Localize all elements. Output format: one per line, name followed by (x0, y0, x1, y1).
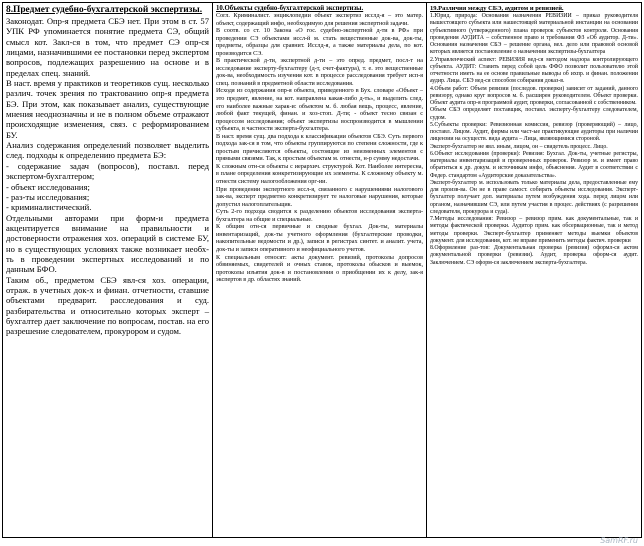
paragraph: 1.Юрид. природа: Основания назначения РЕВИЗИИ – приказ руководителя вышестоящего субъекта или нашестоящей материальной инстанции на основании субъективного (утвержденного) плана проверок субъектов контроля. Основания проведения АУДИТА – собственное право и требования ФЗ «Об аудитор. Д-ти». Основания назначения СБЭ – решение органа, вел. дело или правовой основой которых является постановление о назначении экспертизы-бухгалтера (430, 13, 638, 56)
paragraph: Отдельными авторами при форм-и предмета акцентируется внимание на правильности и достоверности отражения хоз. операций в системе БУ, но в существующих условиях также возникает необх-ть в проведении экспертных исследований и по данным БФО. (6, 212, 209, 275)
paragraph: Согл. Криминалист. энциклопедии объект экспертиз исслд-я – это матер. объект, содержащий инфо, необходимую для решения экспертной задачи. (216, 13, 423, 27)
column-objects-of-expertise (213, 3, 427, 537)
three-column-table (2, 2, 642, 538)
section-title: 10.Объекты судебно-бухгалтерской экспертизы. (216, 5, 364, 12)
section-body (216, 13, 423, 285)
paragraph: Суть 2-го подхода сводится к разделению объектов исследования эксперта-бухгалтера на общие и специальные. (216, 209, 423, 223)
section-title: 8.Предмет судебно-бухгалтерской экспертизы. (6, 5, 203, 15)
paragraph: К сложным отн-ся объекты с иерархич. структурой. Кот. Наиболее интересна, в плане определения конкретизирующие их элементы. К сложному объекту м. отнести систему налогообложения орг-ии. (216, 163, 423, 186)
paragraph: - содержание задач (вопросов), поставл. перед экспертом-бухгалтером; (6, 160, 209, 182)
paragraph: Эксперт-бухгалтер не явл. иным, лицом, он – свидетель процесс. Лицо. (430, 143, 608, 150)
paragraph: Анализ содержания определений позволяет выделить след. подходы к определению предмета БЭ: (6, 140, 209, 161)
paragraph: 2.Управленческий аспект: РЕВИЗИЯ вед-ся методом надзора контролирующего субъекта. АУДИТ: Ставить перед собой цель ФФО позволит пользователю этой отчетности иметь на ее основе правильные выводы об ихпр. и финан. положении аудир. Лица. СБЭ вед-ся способом собирания доказ-в. (430, 56, 638, 85)
paragraph: Законодат. Опр-я предмета СБЭ нет. При этом в ст. 57 УПК РФ упоминается понятие предмета СЭ, общий смысл кот. Закл-ся в том, что предмет СЭ опр-ся лицами, назначившими ее постановки перед экспертом вопросов, подлежащих разрешению на основе и в пределах спец. знаний. (6, 16, 209, 78)
site-watermark: SamRF.ru (600, 536, 638, 545)
paragraph: - объект исследования; (6, 181, 90, 192)
paragraph: 5.Субъекты проверки: Ревизионная комиссия, ревизор (проверяющий) – лицо, поставл. Лицом. Аудит, фирмы или част-ые практикующие аудиторы при наличии лицензии на осуществ. вида аудита – Лица, являющимися стороной. (430, 121, 638, 143)
column-subject-of-expertise (3, 3, 213, 537)
paragraph: В наст. время у практиков и теоретиков сущ. несколько различ. точек зрения по трактованию опр-я предмета БЭ. При этом, как показывает анализ, существующие мнения неоднозначны и не в полном объеме отражают происходящие изменения, связ. с реформированием БУ. (6, 78, 209, 140)
paragraph: - криминалистический. (6, 202, 92, 213)
paragraph: В наст. время сущ. два подхода к классификации объектов СБЭ. Суть первого подхода зак-ся в том, что объекты группируются по степени сложности, где к простым причисляются объекты, состоящие из неизменных элементов с прямыми связями. Так, к простым объектам м. отнести, н-р сумму недостачи. (216, 133, 423, 163)
section-body (430, 13, 638, 267)
column-differences-audit-revision (427, 3, 641, 537)
paragraph: При проведении экспертного иссл-я, связанного с нарушениями налогового зак-ва, эксперт предметно конкретизирует те налоговые нарушения, которые допустил налогоплательщик. (216, 186, 423, 208)
section-title: 19.Различия между СБЭ, аудитом и ревизией. (430, 5, 564, 12)
paragraph: - раз-ты исследования; (6, 191, 90, 202)
paragraph: К общим отн-ся первичные и сводные бухгал. Док-ты, материалы инвентаризаций, док-ты учетного оформления (бухгалтерские проводки, накопительные ведомости и др.), записи в регистрах синтет. и аналит. учета, док-ты и записи оперативного и неофициального учетов. (216, 224, 423, 253)
paragraph: Объем СБЭ определяет поставщик, поставл. эксперту-бухгалтеру следователем, судом. (430, 107, 638, 121)
paragraph: 7.Методы исследования: Ревизор – ревизор прим. как документальные, так и методы фактической проверки. Аудитор прим. как обсервационные, так и метод методы проверки. Эксперт-бухгалтер применяет методы выемки объектов документ. для исследования, кот. не вправе применить методы фактич. проверки (430, 216, 638, 244)
section-body (6, 16, 209, 337)
paragraph: 6.Объект исследования (проверки): Ревизия: Бухгал. Док-ты, учетные регистры, материалы инвентаризаций и проверенных проверок. Ревизор м. и имеет право обратиться к др. докум. и источникам инфо, объяснения. Аудит в соответствии с Федер. стандартом «Аудиторские доказательства». (430, 150, 638, 179)
paragraph: 4.Объем работ: Объем ревизии (последов. проверки) зависит от заданий, данного ревизору, однако круг вопросов м. б. расширен руководителем. Объект проверки. Объект аудита опр-я программой аудит, проверки, согласованной с собственником. (430, 85, 638, 106)
paragraph: Таким об., предметом СБЭ явл-ся хоз. операции, отраж. в учетных док-х и финан. отчетности, ставшие объектами предварит. расследования и суд. разбирательства и относительно которых эксперт – бухгалтер дает заключение по вопросам, постав. на его разрешение следователем, прокурором и судом. (6, 274, 209, 337)
paragraph: 8.Оформление раз-тов: Документальная проверка (ревизия) оформл-ся актом документальной проверки (ревизии). Аудит, проверка оформ-ся аудит. Заключением. СЭ оформ-ся заключением эксперта-бухгалтера. (430, 245, 638, 266)
paragraph: В практической д-ти, экспертной д-ти – это опред. предмет, посл-т на исследование эксперту-бухгалтеру (д-т, счет-фактура), т. е. это вещественные док-ва, необходимость изучения кот. в процессе расследования требует исп-я спец. познаний в предметной области исследования. (216, 58, 423, 87)
paragraph: Эксперт-бухгалтер м. использовать только материалы дела, предоставленные ему для произв-ва. Он не в праве самост. собирать объекты исследования. Эксперт-бухгалтер получает доп. материалы путем возбуждения хода. перед лицом или органом, назначившим СЭ, или путем участия в процес. действиях (с разрешения следователя, прокурора и суда). (430, 179, 638, 215)
paragraph: К специальным относят: акты документ. ревизий, протоколы допросов обвиняемых, свидетелей и очных ставок, протоколы обысков и выемок, протоколы изъятия док-в и постановления о приобщении их к делу, зак-я экспертов в др. областях знаний. (216, 254, 423, 284)
paragraph: В соотв. со ст. 10 Закона «О гос. судебно-экспертной д-ти в РФ» при проведении СЭ объектами иссл-й м. стать вещественные док-ва, док-ты, предметы, образцы для сравнит. Исслд-я, а также материалы дела, по кот. производится СЭ. (216, 28, 423, 57)
paragraph: Исходя из содержания опр-я объекта, приведенного в Бух. словаре «Объект – это предмет, явление, на кот. направлена какая-либо д-ть», и выделить след. его наиболее важные харак-и: объектом м. б. любая вещь, процесс, явление, любой факт текущей, финан. и хоз-стоп. Д-ти; - объект тесно связан с процессом исследования; объект экспертизы воспроизводится в мышлении субъекта, в частности эксперта-бухгалтера. (216, 88, 423, 133)
